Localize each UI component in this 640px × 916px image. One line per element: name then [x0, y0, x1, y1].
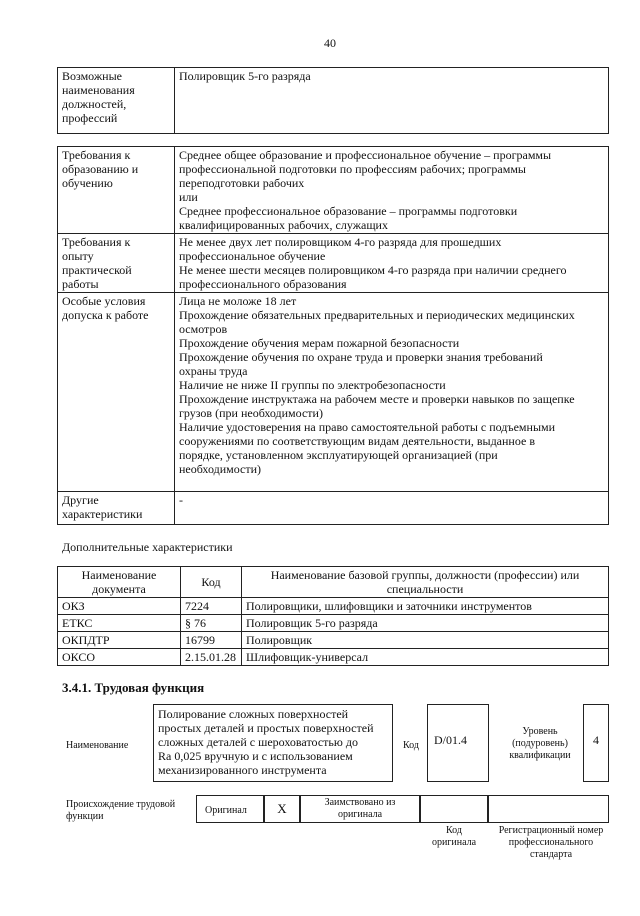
cell-doc: ЕТКС — [58, 615, 181, 632]
borrowed-line: оригинала — [337, 809, 383, 820]
requirement-label — [58, 492, 175, 525]
cell-doc: ОКСО — [58, 649, 181, 666]
function-heading: 3.4.1. Трудовая функция — [62, 680, 205, 695]
label-line: образованию и — [62, 162, 139, 176]
origin-mark-cell: X — [264, 795, 300, 823]
function-name-label: Наименование — [66, 740, 129, 751]
label-line: работы — [62, 277, 99, 291]
value-line: профессионального образования — [179, 277, 347, 291]
value-line: необходимости) — [179, 462, 262, 476]
label-line: характеристики — [62, 507, 143, 521]
value-line: профессиональной подготовки по профессиям рабочих; программы — [179, 162, 526, 176]
value-line: Прохождение обучения мерам пожарной безопасности — [179, 336, 460, 350]
cell-code: 16799 — [181, 632, 242, 649]
job-titles-value: Полировщик 5-го разряда — [175, 68, 609, 134]
origin-code-cell — [420, 795, 488, 823]
origin-label-line: Происхождение трудовой — [66, 799, 176, 810]
function-code-label: Код — [403, 740, 419, 751]
value-line: переподготовки рабочих — [179, 176, 305, 190]
header-line: документа — [92, 582, 146, 596]
caption-line: профессионального — [508, 837, 594, 848]
label-line: обучению — [62, 176, 113, 190]
origin-code-caption — [420, 825, 488, 849]
level-label-line: Уровень — [522, 726, 558, 737]
value-line: - — [179, 493, 183, 507]
page-number: 40 — [324, 36, 336, 50]
value-line: профессиональное обучение — [179, 249, 326, 263]
header-line: Наименование базовой группы, должности (профессии) или — [270, 568, 580, 582]
requirement-label — [58, 147, 175, 234]
value-line: Прохождение обучения по охране труда и проверки знания требований — [179, 350, 543, 364]
label-line: Другие — [62, 493, 99, 507]
requirement-value — [175, 293, 609, 492]
table-row — [58, 615, 609, 632]
name-line: Ra 0,025 вручную и с использованием — [158, 749, 353, 763]
table-header-row — [58, 567, 609, 598]
origin-original-cell: Оригинал — [196, 795, 264, 823]
header-line: специальности — [386, 582, 464, 596]
level-label — [500, 726, 580, 762]
origin-label — [66, 799, 196, 823]
table-row — [58, 632, 609, 649]
cell-name: Шлифовщик-универсал — [242, 649, 609, 666]
value-line: Не менее шести месяцев полировщиком 4-го разряда при наличии среднего — [179, 263, 567, 277]
label-line: Требования к — [62, 148, 131, 162]
value-line: Прохождение обязательных предварительных и периодических медицинских — [179, 308, 575, 322]
table-row — [58, 598, 609, 615]
header-code: Код — [181, 567, 242, 598]
origin-borrowed-cell — [300, 795, 420, 823]
value-line: квалифицированных рабочих, служащих — [179, 218, 388, 232]
value-line: порядке, установленном эксплуатирующей организацией (при — [179, 448, 498, 462]
header-line: Наименование — [81, 568, 157, 582]
label-line: должностей, — [62, 97, 127, 111]
origin-label-line: функции — [66, 811, 104, 822]
value-line: Среднее профессиональное образование – программы подготовки — [179, 204, 518, 218]
borrowed-line: Заимствовано из — [324, 797, 396, 808]
label-line: Возможные — [62, 69, 122, 83]
caption-line: оригинала — [431, 837, 477, 848]
function-code-box: D/01.4 — [427, 704, 489, 782]
label-line: профессий — [62, 111, 118, 125]
value-line: грузов (при необходимости) — [179, 406, 323, 420]
table-row — [58, 492, 609, 525]
label-line: наименования — [62, 83, 135, 97]
value-line: охраны труда — [179, 364, 248, 378]
table-row — [58, 68, 609, 134]
label-line: практической — [62, 263, 132, 277]
cell-code: 7224 — [181, 598, 242, 615]
caption-line: стандарта — [529, 849, 573, 860]
name-line: сложных деталей с шероховатостью до — [158, 735, 358, 749]
value-line: осмотров — [179, 322, 228, 336]
additional-title: Дополнительные характеристики — [62, 540, 233, 554]
name-line: простых деталей и простых поверхностей — [158, 721, 374, 735]
level-label-line: квалификации — [509, 750, 571, 761]
origin-reg-caption — [486, 825, 616, 861]
value-line: сооружениями по соответствующим видам деятельности, выданное в — [179, 434, 535, 448]
requirement-value — [175, 492, 609, 525]
name-line: Полирование сложных поверхностей — [158, 707, 349, 721]
cell-name: Полировщики, шлифовщики и заточники инструментов — [242, 598, 609, 615]
additional-table — [57, 566, 609, 666]
requirement-label — [58, 234, 175, 293]
origin-reg-cell — [488, 795, 609, 823]
level-box: 4 — [583, 704, 609, 782]
requirement-label — [58, 293, 175, 492]
name-line: механизированного инструмента — [158, 763, 327, 777]
value-line: Наличие не ниже II группы по электробезопасности — [179, 378, 446, 392]
caption-line: Регистрационный номер — [498, 825, 604, 836]
cell-name: Полировщик 5-го разряда — [242, 615, 609, 632]
requirement-value — [175, 234, 609, 293]
label-line: Особые условия — [62, 294, 146, 308]
cell-code: 2.15.01.28 — [181, 649, 242, 666]
job-titles-label — [58, 68, 175, 134]
table-row — [58, 293, 609, 492]
value-line: Среднее общее образование и профессиональное обучение – программы — [179, 148, 552, 162]
value-line: Наличие удостоверения на право самостоятельной работы с подъемными — [179, 420, 556, 434]
cell-doc: ОКПДТР — [58, 632, 181, 649]
cell-name: Полировщик — [242, 632, 609, 649]
value-line: Лица не моложе 18 лет — [179, 294, 297, 308]
table-row — [58, 147, 609, 234]
table-row — [58, 649, 609, 666]
label-line: опыту — [62, 249, 94, 263]
header-doc — [58, 567, 181, 598]
header-name — [242, 567, 609, 598]
label-line: допуска к работе — [62, 308, 149, 322]
label-line: Требования к — [62, 235, 131, 249]
cell-code: § 76 — [181, 615, 242, 632]
job-titles-table — [57, 67, 609, 134]
requirement-value — [175, 147, 609, 234]
value-line: или — [179, 190, 198, 204]
function-name-box — [153, 704, 393, 782]
cell-doc: ОКЗ — [58, 598, 181, 615]
level-label-line: (подуровень) — [512, 738, 568, 749]
value-line: Прохождение инструктажа на рабочем месте и проверки навыков по защепке — [179, 392, 575, 406]
table-row — [58, 234, 609, 293]
requirements-table — [57, 146, 609, 525]
value-line: Не менее двух лет полировщиком 4-го разряда для прошедших — [179, 235, 502, 249]
caption-line: Код — [446, 825, 462, 836]
